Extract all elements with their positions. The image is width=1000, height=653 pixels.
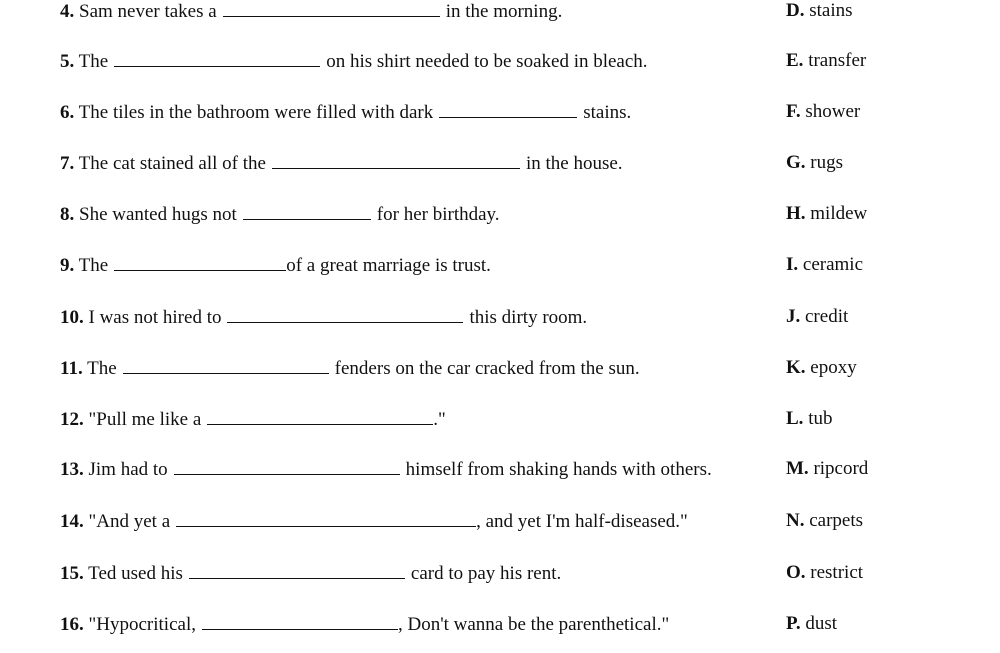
option-word: epoxy <box>810 357 857 378</box>
question-sentence <box>60 508 688 535</box>
option-letter: J. <box>786 306 801 327</box>
option-letter: F. <box>786 101 801 122</box>
question-sentence <box>60 406 446 433</box>
question-text-before: "And yet a <box>88 511 171 532</box>
question-sentence <box>60 252 491 279</box>
word-bank-option <box>786 252 863 278</box>
question-row <box>0 252 1000 278</box>
question-row <box>0 99 1000 125</box>
question-text-before: The <box>87 358 117 379</box>
answer-blank[interactable] <box>439 99 577 118</box>
question-number: 13. <box>60 459 84 480</box>
answer-blank[interactable] <box>174 456 400 475</box>
answer-blank[interactable] <box>227 304 463 323</box>
question-number: 11. <box>60 358 83 379</box>
question-sentence <box>60 99 631 126</box>
question-row <box>0 406 1000 432</box>
answer-blank[interactable] <box>176 508 476 527</box>
option-letter: H. <box>786 203 806 224</box>
answer-blank[interactable] <box>202 611 398 630</box>
option-word: stains <box>809 0 853 21</box>
question-text-before: I was not hired to <box>88 307 222 328</box>
question-row <box>0 355 1000 381</box>
question-number: 15. <box>60 563 84 584</box>
option-word: carpets <box>809 510 864 531</box>
question-number: 5. <box>60 51 75 72</box>
word-bank-option <box>786 560 863 586</box>
question-sentence <box>60 456 712 483</box>
option-word: transfer <box>808 50 867 71</box>
question-text-before: Ted used his <box>88 563 183 584</box>
question-sentence <box>60 611 669 638</box>
question-text-after: ." <box>433 409 446 430</box>
question-row <box>0 150 1000 176</box>
word-bank-option <box>786 48 866 74</box>
question-text-before: The <box>78 255 109 276</box>
question-text-after: of a great marriage is trust. <box>286 255 491 276</box>
word-bank-option <box>786 456 868 482</box>
option-word: ripcord <box>813 458 869 479</box>
question-row <box>0 508 1000 534</box>
option-word: mildew <box>810 203 868 224</box>
option-letter: D. <box>786 0 805 21</box>
option-word: tub <box>808 408 833 429</box>
option-letter: K. <box>786 357 806 378</box>
question-number: 9. <box>60 255 75 276</box>
question-text-before: "Pull me like a <box>88 409 202 430</box>
option-letter: I. <box>786 254 799 275</box>
word-bank-option <box>786 0 853 24</box>
answer-blank[interactable] <box>114 252 286 271</box>
question-text-after: on his shirt needed to be soaked in bleach. <box>326 51 648 72</box>
word-bank-option <box>786 406 832 432</box>
question-sentence <box>60 560 561 587</box>
question-number: 14. <box>60 511 84 532</box>
question-text-after: stains. <box>583 102 632 123</box>
word-bank-option <box>786 201 867 227</box>
word-bank-option <box>786 508 863 534</box>
question-number: 16. <box>60 614 84 635</box>
question-text-after: for her birthday. <box>376 204 500 225</box>
question-text-after: in the house. <box>525 153 623 174</box>
option-word: shower <box>805 101 861 122</box>
word-bank-option <box>786 150 843 176</box>
option-letter: O. <box>786 562 806 583</box>
question-number: 10. <box>60 307 84 328</box>
question-number: 6. <box>60 102 75 123</box>
option-word: credit <box>805 306 849 327</box>
answer-blank[interactable] <box>272 150 520 169</box>
question-row <box>0 201 1000 227</box>
question-row <box>0 560 1000 586</box>
question-text-after: in the morning. <box>445 1 563 22</box>
word-bank-option <box>786 99 860 125</box>
option-letter: M. <box>786 458 809 479</box>
question-number: 7. <box>60 153 75 174</box>
question-row <box>0 611 1000 637</box>
question-text-after: , and yet I'm half-diseased." <box>476 511 688 532</box>
option-letter: L. <box>786 408 804 429</box>
question-row <box>0 456 1000 482</box>
question-text-before: Sam never takes a <box>79 1 217 22</box>
answer-blank[interactable] <box>114 48 320 67</box>
question-text-after: fenders on the car cracked from the sun. <box>334 358 640 379</box>
question-row <box>0 0 1000 24</box>
answer-blank[interactable] <box>243 201 371 220</box>
question-text-before: The <box>78 51 109 72</box>
question-sentence <box>60 48 648 75</box>
word-bank-option <box>786 355 857 381</box>
answer-blank[interactable] <box>207 406 433 425</box>
answer-blank[interactable] <box>189 560 405 579</box>
question-text-before: "Hypocritical, <box>88 614 196 635</box>
option-word: restrict <box>810 562 864 583</box>
question-text-before: The cat stained all of the <box>78 153 266 174</box>
question-number: 12. <box>60 409 84 430</box>
question-row <box>0 304 1000 330</box>
question-text-before: The tiles in the bathroom were filled with dark <box>78 102 434 123</box>
question-text-after: card to pay his rent. <box>410 563 562 584</box>
option-word: dust <box>805 613 838 634</box>
question-row <box>0 48 1000 74</box>
option-word: ceramic <box>802 254 864 275</box>
word-bank-option <box>786 611 837 637</box>
question-text-before: Jim had to <box>88 459 168 480</box>
question-number: 8. <box>60 204 75 225</box>
question-text-after: this dirty room. <box>469 307 588 328</box>
answer-blank[interactable] <box>223 0 440 17</box>
option-word: rugs <box>810 152 844 173</box>
question-sentence <box>60 0 562 25</box>
question-sentence <box>60 150 623 177</box>
question-sentence <box>60 355 640 382</box>
question-text-after: , Don't wanna be the parenthetical." <box>397 614 670 635</box>
question-sentence <box>60 304 587 331</box>
question-text-before: She wanted hugs not <box>79 204 237 225</box>
question-number: 4. <box>60 1 75 22</box>
option-letter: N. <box>786 510 805 531</box>
question-text-after: himself from shaking hands with others. <box>405 459 712 480</box>
question-sentence <box>60 201 500 228</box>
option-letter: E. <box>786 50 804 71</box>
option-letter: G. <box>786 152 806 173</box>
word-bank-option <box>786 304 848 330</box>
option-letter: P. <box>786 613 801 634</box>
answer-blank[interactable] <box>123 355 329 374</box>
